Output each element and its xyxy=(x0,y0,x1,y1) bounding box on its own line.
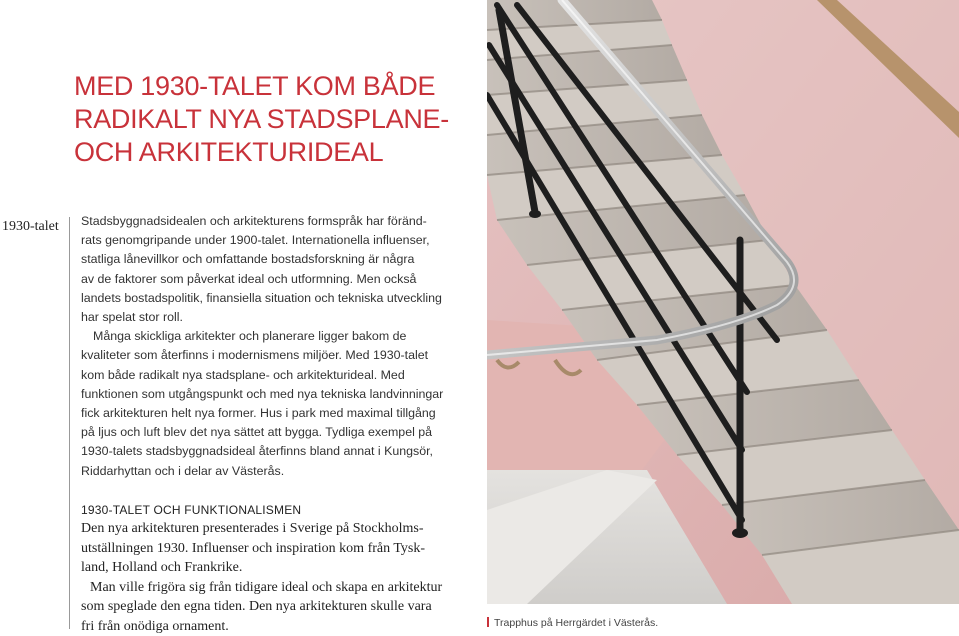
photo-caption xyxy=(487,617,658,629)
section-line: Man ville frigöra sig från tidigare ideal och skapa en arkitektur xyxy=(81,578,476,598)
staircase-photo xyxy=(487,0,959,604)
section-line: Den nya arkitekturen presenterades i Sverige på Stockholms- xyxy=(81,519,476,539)
body-line: på ljus och luft blev det nya sättet att bygga. Tydliga exempel på xyxy=(81,423,471,442)
staircase-illustration xyxy=(487,0,959,604)
caption-text: Trapphus på Herrgärdet i Västerås. xyxy=(494,617,658,629)
section-line: som speglade den egna tiden. Den nya arkitekturen skulle vara xyxy=(81,597,476,617)
title-line: MED 1930-TALET KOM BÅDE xyxy=(74,70,449,103)
body-line: 1930-talets stadsbyggnadsideal återfinns bland annat i Kungsör, xyxy=(81,442,471,461)
body-line: Riddarhyttan och i delar av Västerås. xyxy=(81,462,471,481)
section-text xyxy=(81,519,476,636)
body-line: kvaliteter som återfinns i modernismens miljöer. Med 1930-talet xyxy=(81,346,471,365)
body-line: funktionen som utgångspunkt och med nya tekniska landvinningar xyxy=(81,385,471,404)
section-line: land, Holland och Frankrike. xyxy=(81,558,476,578)
side-label: 1930-talet xyxy=(2,219,59,235)
title-line: RADIKALT NYA STADSPLANE- xyxy=(74,103,449,136)
body-line: har spelat stor roll. xyxy=(81,308,471,327)
body-line: fick arkitekturen helt nya former. Hus i park med maximal tillgång xyxy=(81,404,471,423)
section-line: fri från onödiga ornament. xyxy=(81,617,476,636)
body-line: kom både radikalt nya stadsplane- och arkitekturideal. Med xyxy=(81,366,471,385)
section-heading: 1930-TALET OCH FUNKTIONALISMEN xyxy=(81,503,301,517)
body-line: statliga lånevillkor och omfattande bostadsforskning är några xyxy=(81,250,471,269)
page-title xyxy=(74,70,449,169)
body-line: rats genomgripande under 1900-talet. Internationella influenser, xyxy=(81,231,471,250)
body-line: Många skickliga arkitekter och planerare ligger bakom de xyxy=(81,327,471,346)
body-text xyxy=(81,212,471,481)
vertical-divider xyxy=(69,217,70,629)
caption-marker xyxy=(487,617,489,627)
body-line: landets bostadspolitik, finansiella situation och tekniska utveckling xyxy=(81,289,471,308)
title-line: OCH ARKITEKTURIDEAL xyxy=(74,136,449,169)
body-line: Stadsbyggnadsidealen och arkitekturens formspråk har föränd- xyxy=(81,212,471,231)
section-line: utställningen 1930. Influenser och inspiration kom från Tysk- xyxy=(81,539,476,559)
body-line: av de faktorer som påverkat ideal och utformning. Men också xyxy=(81,270,471,289)
